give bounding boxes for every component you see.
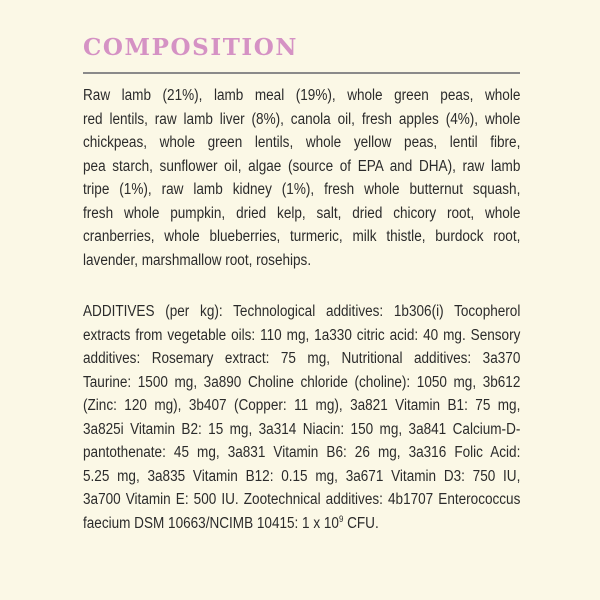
section-title: COMPOSITION bbox=[83, 34, 299, 61]
additives-line: 3a700 Vitamin E: 500 IU. Zootechnical additives: 4b1707 Enterococcus bbox=[83, 491, 521, 508]
composition-paragraph bbox=[83, 84, 520, 272]
additives-line: additives: Rosemary extract: 75 mg, Nutritional additives: 3a370 bbox=[83, 350, 521, 367]
additives-last-line bbox=[83, 512, 520, 536]
cfu-suffix: CFU. bbox=[343, 514, 379, 532]
composition-line: Raw lamb (21%), lamb meal (19%), whole green peas, whole bbox=[83, 87, 521, 104]
composition-line: fresh whole pumpkin, dried kelp, salt, dried chicory root, whole bbox=[83, 204, 521, 222]
cfu-exponent: 9 bbox=[338, 513, 344, 524]
composition-line: chickpeas, whole green lentils, whole yellow peas, lentil fibre, bbox=[83, 134, 521, 151]
composition-line: red lentils, raw lamb liver (8%), canola oil, fresh apples (4%), whole bbox=[83, 110, 521, 128]
additives-line: 3a825i Vitamin B2: 15 mg, 3a314 Niacin: 150 mg, 3a841 Calcium-D- bbox=[83, 420, 521, 438]
additives-line: (Zinc: 120 mg), 3b407 (Copper: 11 mg), 3a821 Vitamin B1: 75 mg, bbox=[83, 397, 521, 414]
composition-line: cranberries, whole blueberries, turmeric, milk thistle, burdock root, bbox=[83, 228, 521, 245]
additives-line: pantothenate: 45 mg, 3a831 Vitamin B6: 26 mg, 3a316 Folic Acid: bbox=[83, 444, 521, 461]
composition-line: lavender, marshmallow root, rosehips. bbox=[83, 251, 312, 269]
additives-line: extracts from vegetable oils: 110 mg, 1a330 citric acid: 40 mg. Sensory bbox=[83, 326, 521, 344]
composition-line: tripe (1%), raw lamb kidney (1%), fresh whole butternut squash, bbox=[83, 181, 521, 198]
additives-paragraph bbox=[83, 300, 520, 535]
composition-line: pea starch, sunflower oil, algae (source of EPA and DHA), raw lamb bbox=[83, 157, 521, 175]
additives-line: ADDITIVES (per kg): Technological additives: 1b306(i) Tocopherol bbox=[83, 303, 521, 320]
cfu-prefix: faecium DSM 10663/NCIMB 10415: 1 x 10 bbox=[83, 514, 339, 532]
additives-line: 5.25 mg, 3a835 Vitamin B12: 0.15 mg, 3a671 Vitamin D3: 750 IU, bbox=[83, 467, 521, 485]
divider bbox=[83, 72, 520, 74]
additives-line: Taurine: 1500 mg, 3a890 Choline chloride (choline): 1050 mg, 3b612 bbox=[83, 373, 521, 391]
